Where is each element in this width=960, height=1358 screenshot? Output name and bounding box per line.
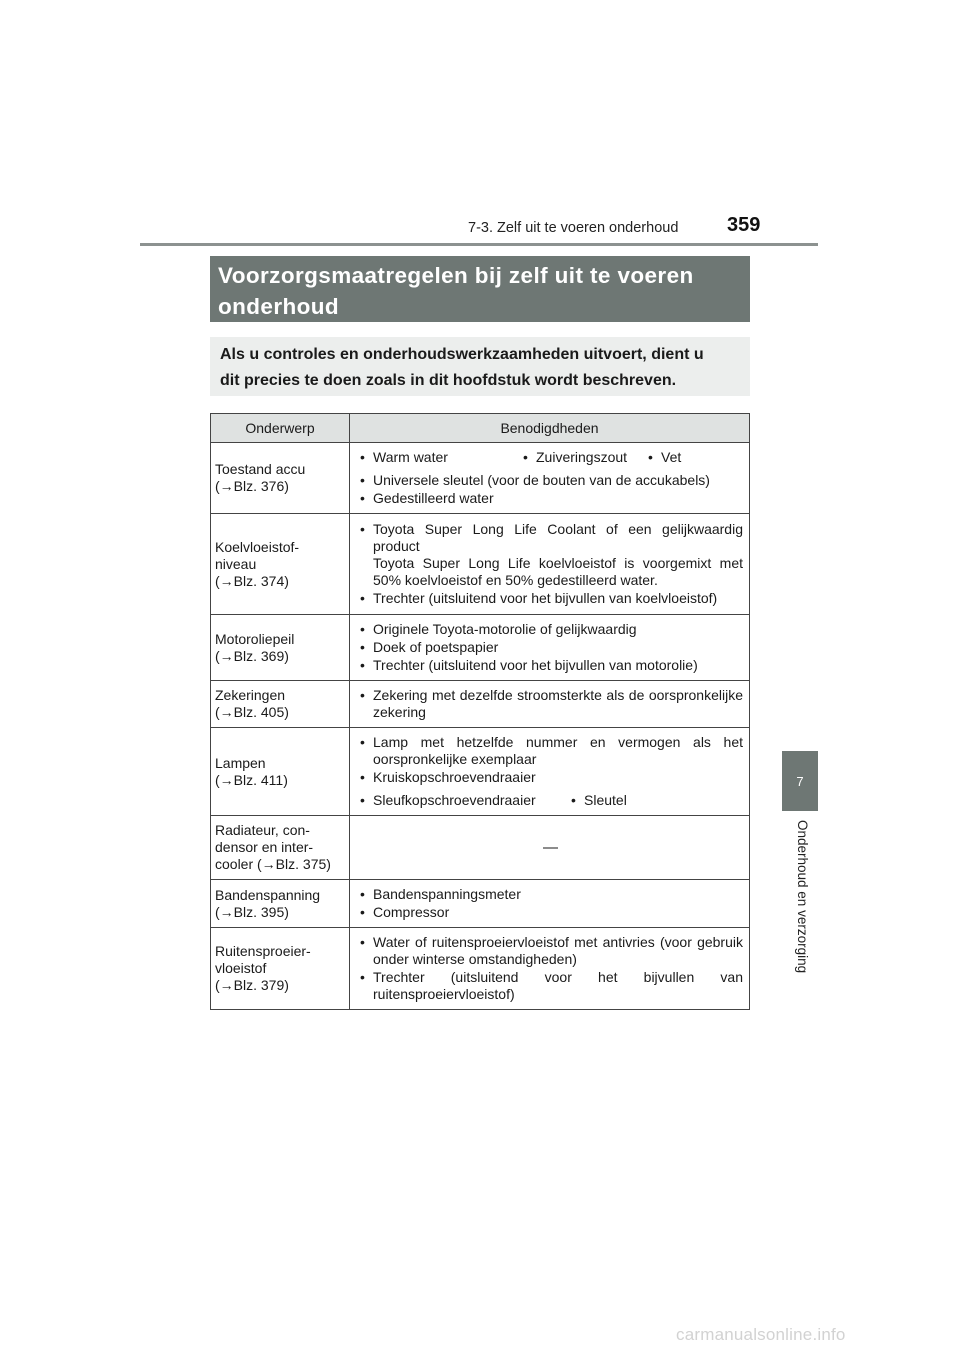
subject-line: vloeistof xyxy=(215,960,267,976)
inline-item: • Zuiveringszout xyxy=(521,449,646,466)
list-item: • Water of ruitensproeiervloeistof met antivries (voor gebruik onder winterse omstandigheden) xyxy=(358,934,743,968)
item-note: Toyota Super Long Life koelvloeistof is voorgemixt met 50% koelvloeistof en 50% gedestilleerd water. xyxy=(373,555,743,588)
subject-line: Bandenspanning xyxy=(215,886,321,903)
row-supplies xyxy=(350,728,750,816)
subject-line: Radiateur, con- xyxy=(215,822,310,838)
supplies-list xyxy=(358,687,743,721)
inline-item: • Sleutel xyxy=(569,792,627,809)
page-reference: (→Blz. 376) xyxy=(215,478,289,494)
section-title-line-2: onderhoud xyxy=(218,294,340,319)
inline-item: • Vet xyxy=(646,449,681,466)
row-subject xyxy=(211,514,350,615)
list-item xyxy=(358,449,743,466)
row-subject xyxy=(211,880,350,928)
page-reference: (→Blz. 369) xyxy=(215,647,289,664)
section-title-line-1: Voorzorgsmaatregelen bij zelf uit te voeren xyxy=(218,263,694,288)
list-item: • Compressor xyxy=(358,904,743,921)
page-reference: (→Blz. 411) xyxy=(215,771,288,788)
no-supplies-dash: — xyxy=(350,816,750,880)
table-row xyxy=(211,615,750,681)
list-item: • Bandenspanningsmeter xyxy=(358,886,743,903)
page-reference: cooler (→Blz. 375) xyxy=(215,856,331,872)
list-item: • Trechter (uitsluitend voor het bijvullen van ruitensproeiervloeistof) xyxy=(358,969,743,1003)
supplies-list xyxy=(358,449,743,507)
row-subject xyxy=(211,615,350,681)
row-supplies xyxy=(350,514,750,615)
supplies-list xyxy=(358,621,743,674)
row-subject xyxy=(211,928,350,1010)
intro-line-1: Als u controles en onderhoudswerkzaamheden uitvoert, dient u xyxy=(220,346,704,363)
supplies-list xyxy=(358,521,743,607)
page-reference: (→Blz. 374) xyxy=(215,572,289,589)
subject-line: densor en inter- xyxy=(215,839,314,855)
row-supplies xyxy=(350,443,750,514)
table-row xyxy=(211,514,750,615)
row-supplies xyxy=(350,928,750,1010)
subject-line: Ruitensproeier- xyxy=(215,943,311,959)
header-divider xyxy=(140,243,818,246)
row-supplies xyxy=(350,880,750,928)
watermark: carmanualsonline.info xyxy=(676,1325,846,1344)
subject-line: Lampen xyxy=(215,754,266,771)
row-supplies xyxy=(350,615,750,681)
list-item xyxy=(358,521,743,589)
subject-line: Koelvloeistof- xyxy=(215,538,300,555)
list-item: • Lamp met hetzelfde nummer en vermogen als het oorspronkelijke exemplaar xyxy=(358,734,743,768)
table-row xyxy=(211,816,750,880)
list-item: • Trechter (uitsluitend voor het bijvullen van koelvloeistof) xyxy=(358,590,743,607)
table-row xyxy=(211,728,750,816)
column-header-supplies: Benodigdheden xyxy=(350,414,750,443)
table-row xyxy=(211,681,750,728)
list-item: • Zekering met dezelfde stroomsterkte als de oorspronkelijke zekering xyxy=(358,687,743,721)
subject-line: Zekeringen xyxy=(215,687,286,703)
column-header-subject: Onderwerp xyxy=(211,414,350,443)
list-item: • Trechter (uitsluitend voor het bijvullen van motorolie) xyxy=(358,657,743,674)
chapter-tab: 7 xyxy=(782,751,818,811)
row-subject xyxy=(211,681,350,728)
inline-item: • Sleufkopschroevendraaier xyxy=(358,792,569,809)
item-text: • Toyota Super Long Life Coolant of een gelijkwaardig product xyxy=(373,521,743,554)
list-item xyxy=(358,792,743,809)
supplies-list xyxy=(358,934,743,1003)
page-reference: (→Blz. 395) xyxy=(215,903,289,920)
table-header-row xyxy=(211,414,750,443)
supplies-list xyxy=(358,886,743,921)
list-item: • Doek of poetspapier xyxy=(358,639,743,656)
row-subject xyxy=(211,443,350,514)
inline-item: • Warm water xyxy=(358,449,521,466)
table-row xyxy=(211,928,750,1010)
subject-line: niveau xyxy=(215,555,257,572)
page-reference: (→Blz. 405) xyxy=(215,704,289,720)
list-item: • Gedestilleerd water xyxy=(358,490,743,507)
intro-note xyxy=(210,337,750,396)
row-subject xyxy=(211,728,350,816)
list-item: • Originele Toyota-motorolie of gelijkwaardig xyxy=(358,621,743,638)
table-row xyxy=(211,443,750,514)
running-header-section: 7-3. Zelf uit te voeren onderhoud xyxy=(468,220,679,236)
page-reference: (→Blz. 379) xyxy=(215,977,289,993)
page-number: 359 xyxy=(727,214,761,236)
maintenance-supplies-table xyxy=(210,413,750,1010)
subject-line: Toestand accu xyxy=(215,461,306,477)
row-supplies xyxy=(350,681,750,728)
subject-line: Motoroliepeil xyxy=(215,630,295,647)
intro-line-2: dit precies te doen zoals in dit hoofdstuk wordt beschreven. xyxy=(220,372,677,389)
list-item: • Universele sleutel (voor de bouten van de accukabels) xyxy=(358,472,743,489)
table-row xyxy=(211,880,750,928)
list-item: • Kruiskopschroevendraaier xyxy=(358,769,743,786)
supplies-list xyxy=(358,734,743,809)
section-title xyxy=(210,256,750,322)
row-subject xyxy=(211,816,350,880)
chapter-label: Onderhoud en verzorging xyxy=(795,820,810,974)
